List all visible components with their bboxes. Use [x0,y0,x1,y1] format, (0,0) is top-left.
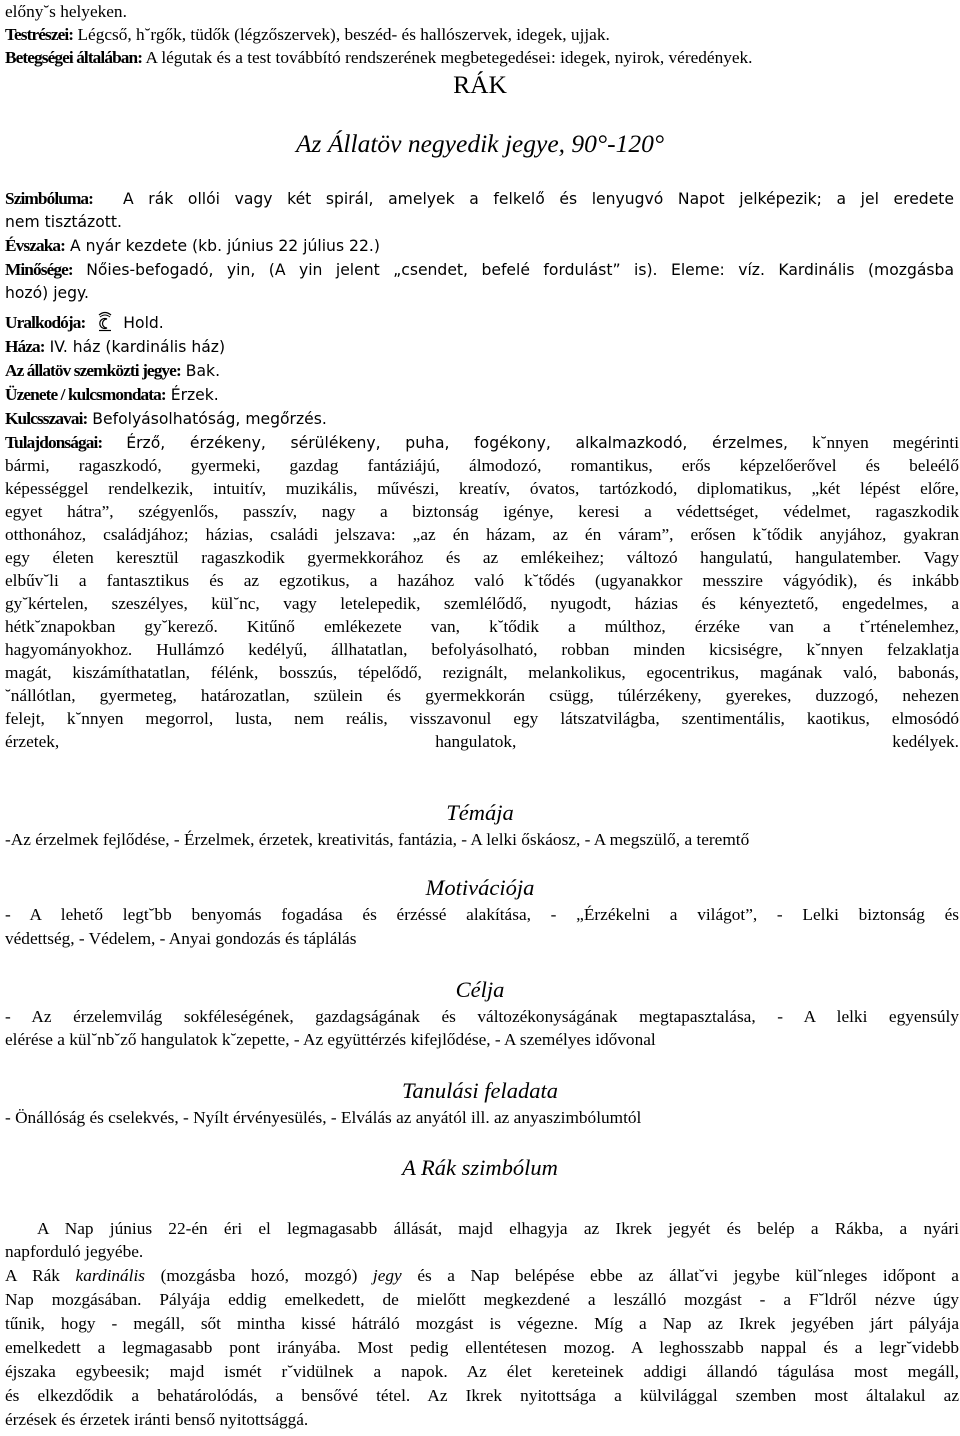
szimboluma-cont: nem tisztázott. [5,213,122,231]
field-value: k˘nnyen megérinti [812,433,960,452]
field-label: Tulajdonságai: [5,433,103,452]
traits-line: magát, kiszámíthatatlan, félénk, bosszús, tépelődő, rezignált, melankolikus, egocentrikus, magának való, babonás, [5,663,959,682]
traits-line: érzetek, hangulatok, kedélyek. [5,732,959,751]
moon-symbol-icon [96,311,114,333]
sign-title: RÁK [453,70,507,99]
traits-line: gy˘kértelen, szeszélyes, kül˘nc, vagy letelepedik, szemlélődő, nyugodt, házias és kényeztető, engedelmes, a [5,594,959,613]
traits-line: otthonához, családjához; házias, családi jelszava: „az én házam, az én váram”, erősen k˘tődik anyjához, gyakran [5,525,959,544]
testreszei-line [5,23,610,46]
section-text: tűnik, hogy - megáll, sőt mintha kissé hátráló mozgást is végezne. Míg a Nap az Ikrek jegyében járt pályája [5,1314,959,1333]
minosege-line [5,258,954,282]
section-text: Nap mozgásában. Pályája eddig emelkedett, de mielőtt megkezdené a leszálló mozgást - a F˘ldről nézve úgy [5,1290,959,1309]
field-label: Üzenete / kulcsmondata: [5,385,166,404]
text-fragment: jegy [372,1266,402,1285]
betegsegei-line [5,46,753,69]
evszaka-line [5,234,380,258]
section-heading: A Rák szimbólum [402,1155,558,1180]
traits-line: hagyományokhoz. Hullámzó kedélyű, állhatatlan, befolyásolható, robban minden kicsiségre, k˘nnyen felzaklatja [5,640,959,659]
section-heading: Tanulási feladata [401,1078,559,1103]
field-label: Az állatöv szemközti jegye: [5,361,181,380]
section-text: és elkezdődik a behatárolódás, a bensővé tétel. Az Ikrek nyitottsága a külvilággal szemben most általakul az [5,1386,959,1405]
field-value: A légutak és a test továbbító rendszerének megbetegedései: idegek, nyirok, véredények. [145,48,753,67]
section-heading: Motivációja [425,875,535,900]
section-text [5,1264,959,1287]
field-label: Betegségei általában: [5,48,143,67]
szemkozti-line [5,359,220,383]
section-text: A Nap június 22-én éri el legmagasabb állását, majd elhagyja az Ikrek jegyét és belép a Rákba, a nyári [37,1219,959,1238]
traits-line: képességgel rendelkezik, intuitív, muzikális, művészi, kreatív, óvatos, tartózkodó, diplomatikus, „két lépést előre, [5,479,959,498]
field-value: Befolyásolhatóság, megőrzés. [92,410,327,428]
field-value: Érzek. [170,386,219,404]
section-text: -Az érzelmek fejlődése, - Érzelmek, érzetek, kreativitás, fantázia, - A lelki őskáosz, - A megszülő, a teremtő [5,830,750,849]
field-label: Háza: [5,337,45,356]
traits-line: hétk˘znapokban gy˘kerező. Kitűnő emlékezete van, k˘tődik a múlthoz, érzéke van a t˘rténelemhez, [5,617,959,636]
field-value: IV. ház (kardinális ház) [49,338,226,356]
field-value: A nyár kezdete (kb. június 22 július 22.) [69,237,380,255]
field-value: Légcső, h˘rgők, tüdők (légzőszervek), beszéd- és hallószervek, idegek, ujjak. [77,25,610,44]
section-text: - Önállóság és cselekvés, - Nyílt érvényesülés, - Elválás az anyától ill. az anyaszimbólumtól [5,1108,642,1127]
field-label: Testrészei: [5,25,74,44]
field-value: Nőies-befogadó, yin, (A yin jelent „csendet, befelé fordulást” is). Eleme: víz. Kardinális (mozgásba [86,261,954,279]
section-text: elérése a kül˘nb˘ző hangulatok k˘zepette, - Az együttérzés kifejlődése, - A személyes idővonal [5,1030,656,1049]
text-fragment: előny˘s helyeken. [5,2,127,21]
sign-subtitle: Az Állatöv negyedik jegye, 90°-120° [295,129,665,158]
traits-line: bármi, ragaszkodó, gyermeki, gazdag fantáziájú, álmodozó, romantikus, erős képzelőerővel és beleélő [5,456,959,475]
section-text: érzések és érzetek iránti benső nyitottsággá. [5,1410,309,1429]
traits-line: ˘nállótlan, gyermeteg, határozatlan, szülein és gyermekkorán csügg, túlérzékeny, gyerekes, duzzogó, nehezen [5,686,959,705]
field-value: Hold. [123,314,164,332]
section-text: - Az érzelemvilág sokféleségének, gazdagságának és változékonyságának megtapasztalása, - A lelki egyensúly [5,1007,959,1026]
field-label: Kulcsszavai: [5,409,88,428]
field-label: Uralkodója: [5,313,86,332]
text-fragment: kardinális [75,1266,145,1285]
text-fragment: és a Nap belépése ebbe az állat˘vi jegybe kül˘nleges időpont a [417,1266,959,1285]
traits-line: felejt, k˘nnyen megorrol, lusta, nem reális, visszavonul egy látszatvilágba, szentimentális, kaotikus, elmosódó [5,709,959,728]
field-value: Bak. [185,362,221,380]
field-value: A rák ollói vagy két spirál, amelyek a felkelő és lenyugvó Napot jelképezik; a jel eredete [123,190,954,208]
field-label: Minősége: [5,260,73,279]
szimboluma-line [5,187,954,211]
section-heading: Célja [455,977,505,1002]
traits-line: egy életen keresztül ragaszkodik gyermekkorához és az emlékeihez; változó hangulatú, hangulatember. Vagy [5,548,959,567]
field-value: Érző, érzékeny, sérülékeny, puha, fogékony, alkalmazkodó, érzelmes, [126,434,789,452]
minosege-cont: hozó) jegy. [5,284,89,302]
section-text: - A lehető legt˘bb benyomás fogadása és érzéssé alakítása, - „Érzékelni a világot”, - Lelki biztonság és [5,905,959,924]
section-heading: Témája [446,800,514,825]
text-line [5,0,127,23]
traits-line: elbűv˘li a fantasztikus és az egzotikus, a hazához való k˘tődés (ugyanakkor messzire vágyódik), és inkább [5,571,959,590]
field-label: Szimbóluma: [5,189,94,208]
traits-line: egyet hátra”, szégyenlős, passzív, nagy a biztonság igénye, keresi a védettséget, védelmet, ragaszkodik [5,502,959,521]
section-text: védettség, - Védelem, - Anyai gondozás és táplálás [5,929,357,948]
uralkodoja-line [5,311,164,335]
haza-line [5,335,225,359]
kulcsszavai-line [5,407,327,431]
field-label: Évszaka: [5,236,66,255]
text-fragment: (mozgásba hozó, mozgó) [160,1266,358,1285]
section-text: emelkedett a legmagasabb pont irányába. Most pedig ellentétesen mozog. A leghosszabb nappal és a legr˘videbb [5,1338,959,1357]
section-text: napforduló jegyébe. [5,1242,144,1261]
section-text: éjszaka egybeesik; majd ismét r˘vidülnek a napok. Az élet kereteinek addigi állandó tágulása most megáll, [5,1362,959,1381]
text-fragment: A Rák [5,1266,60,1285]
uzenete-line [5,383,219,407]
tulajdonsagai-line [5,431,959,455]
